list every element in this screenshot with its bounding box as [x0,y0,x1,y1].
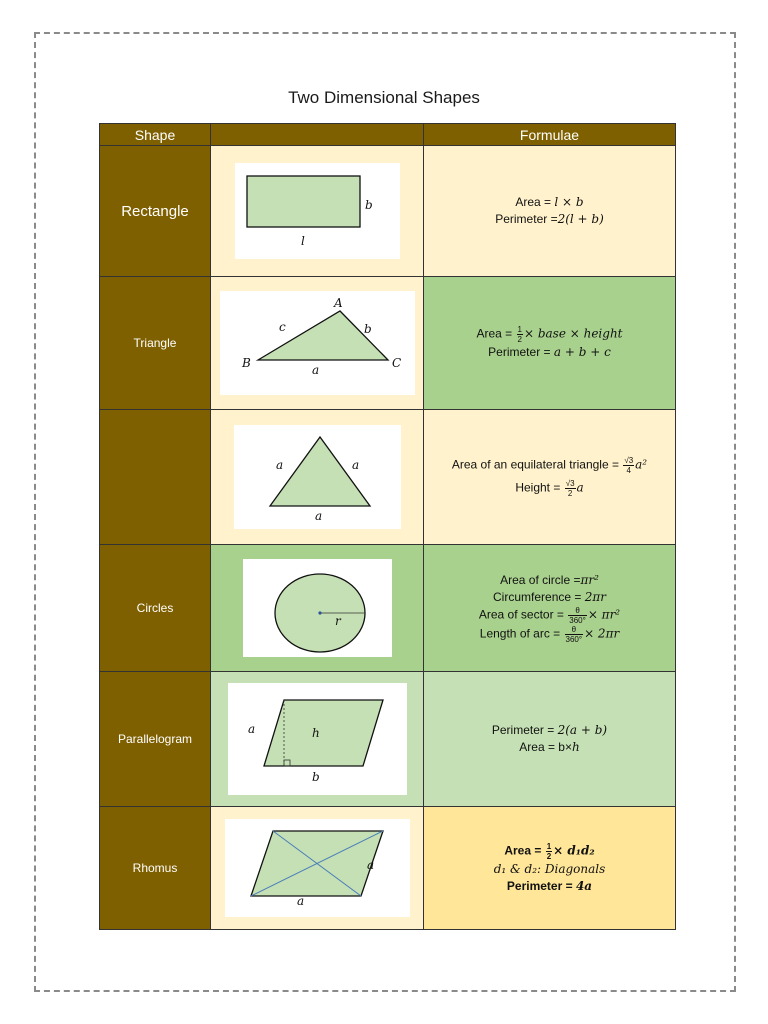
rectangle-diagram [235,163,400,259]
header-shape: Shape [100,124,211,146]
table-row-rhombus [100,807,676,930]
table-header-row [100,124,676,146]
formula-perimeter: Perimeter = 4a [506,878,593,893]
label-b: b [311,770,320,784]
formulae-triangle [424,277,676,410]
label-C: C [391,356,401,370]
formula-area: Area = $\frac{1}{2}$ × base × height [476,325,623,344]
figure-equilateral-triangle [211,410,424,545]
rhombus-diagram [225,819,410,917]
label-h: h [311,726,320,740]
formula-area: Area of circle =πr² [500,573,599,587]
figure-rhombus [211,807,424,930]
formula-perimeter: Perimeter = 2(a + b) [491,723,608,737]
equilateral-triangle-diagram [234,425,401,529]
formulae-circles [424,545,676,672]
circle-diagram [243,559,392,657]
label-A: A [333,296,343,310]
label-left: a [275,458,283,472]
formula-height: Height = $\frac{√3}{2}$ a [515,479,584,498]
triangle-diagram [220,291,415,395]
formulae-parallelogram [424,672,676,807]
label-a: a [247,722,255,736]
table-row-rectangle [100,146,676,277]
shape-name-rhombus: Rhomus [100,807,211,930]
label-right: a [366,858,374,872]
formulae-equilateral [424,410,676,545]
label-B: B [241,356,251,370]
formula-area: Area = l × b [515,195,584,209]
formula-perimeter: Perimeter = a + b + c [488,345,611,359]
label-b: b [364,198,373,212]
formula-area: Area = b×h [519,740,580,754]
shape-name-circles: Circles [100,545,211,672]
header-formulae: Formulae [424,124,676,146]
shape-name-triangle: Triangle [100,277,211,410]
label-r: r [334,614,341,628]
formula-area: Area of an equilateral triangle = $\frac{√3}{4}$ a² [451,456,648,475]
figure-circle [211,545,424,672]
formula-perimeter: Perimeter =2(l + b) [495,212,604,226]
label-c: c [278,320,286,334]
formula-area: Area = $\frac{1}{2}$ × d₁d₂ [504,841,595,861]
formula-sector: Area of sector = $\frac{\theta}{360^\circ}$ × πr² [478,606,621,625]
formula-diagonals: d₁ & d₂: Diagonals [493,861,606,876]
table-row-triangle [100,277,676,410]
shape-name-rectangle: Rectangle [100,146,211,277]
label-bottom: a [296,894,304,908]
label-l: l [300,234,305,248]
formulae-rhombus [424,807,676,930]
figure-triangle [211,277,424,410]
formula-circumference: Circumference = 2πr [493,590,606,604]
header-figure [211,124,424,146]
table-row-circles [100,545,676,672]
figure-parallelogram [211,672,424,807]
parallelogram-diagram [228,683,407,795]
table-row-equilateral [100,410,676,545]
figure-rectangle [211,146,424,277]
page-title: Two Dimensional Shapes [288,88,480,107]
shape-name-empty [100,410,211,545]
table-row-parallelogram [100,672,676,807]
label-bottom: a [314,509,322,523]
label-a: a [311,363,319,377]
label-right: a [351,458,359,472]
shapes-table [99,123,676,930]
formula-arc: Length of arc = $\frac{\theta}{360^\circ}$ × 2πr [479,625,620,644]
label-b: b [363,322,372,336]
formulae-rectangle [424,146,676,277]
shape-name-parallelogram: Parallelogram [100,672,211,807]
